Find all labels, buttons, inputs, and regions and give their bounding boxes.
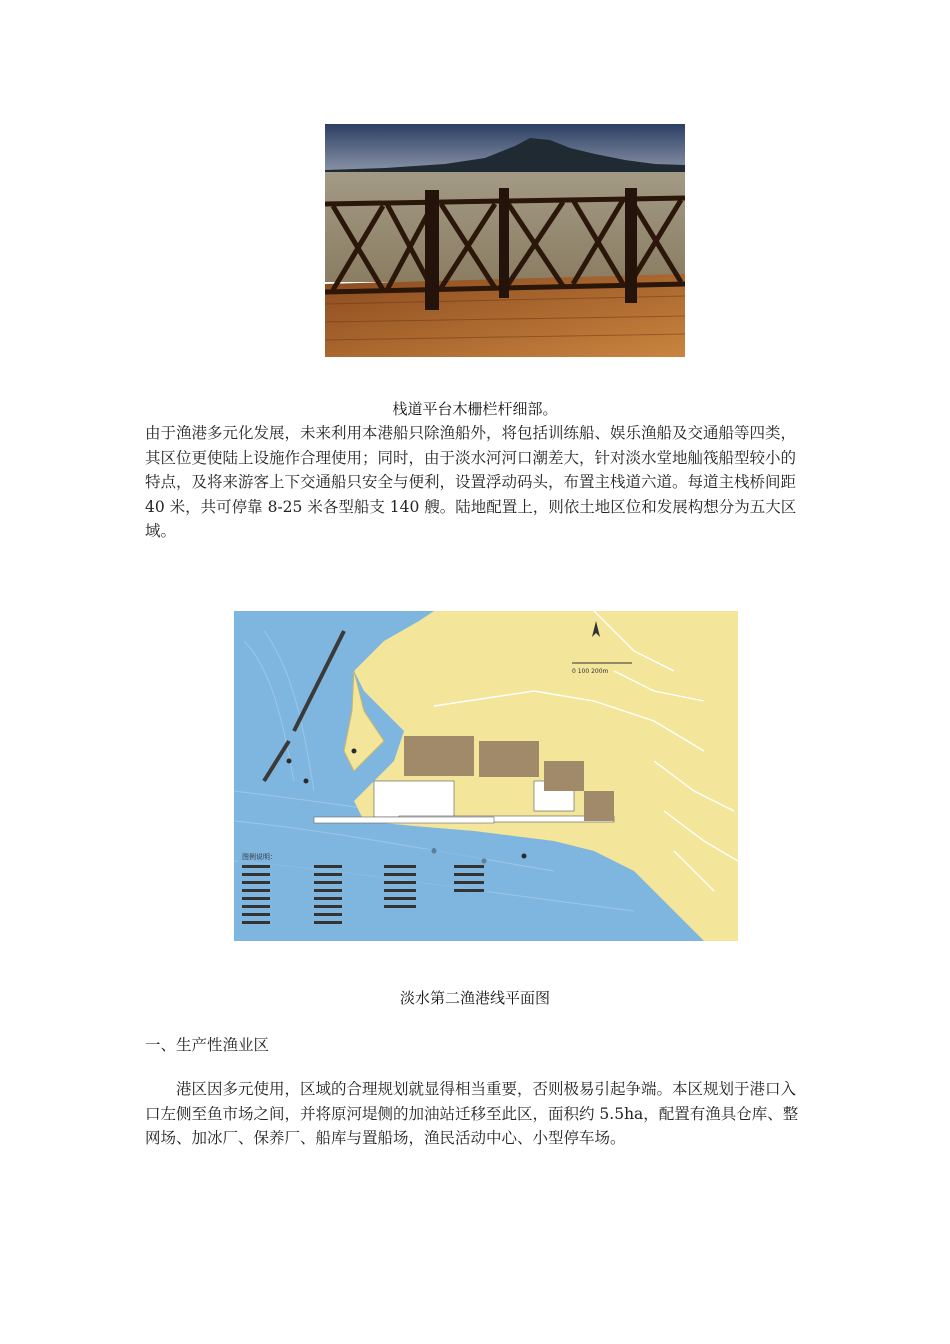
section-body: 港区因多元使用，区域的合理规划就显得相当重要，否则极易引起争端。本区规划于港口入口左侧至鱼市场之间，并将原河堤侧的加油站迁移至此区，面积约 5.5ha，配置有渔具仓库、整网场、加冰厂、保养厂、船库与置船场，渔民活动中心、小型停车场。 [145,1080,799,1147]
section-heading: 一、生产性渔业区 [145,1036,270,1054]
port-plan-map [234,611,738,941]
photo-caption: 栈道平台木栅栏杆细部。 [392,400,558,418]
map-caption: 淡水第二渔港线平面图 [399,989,550,1007]
boardwalk-railing-photo [325,124,685,357]
map-legend [238,849,488,937]
scale-label: 0 100 200m [572,668,609,675]
legend-title: 图例说明： [242,853,277,861]
intro-paragraph: 由于渔港多元化发展，未来利用本港船只除渔船外，将包括训练船、娱乐渔船及交通船等四类，其区位更使陆上设施作合理使用；同时，由于淡水河河口潮差大，针对淡水堂地舢筏船型较小的特点，及将来游客上下交通船只安全与便利，设置浮动码头，布置主栈道六道。每道主栈桥间距 40 米，共可停靠 8-25 米各型船支 140 艘。陆地配置上，则依土地区位和发展构想分为五大区域。 [145,424,797,540]
